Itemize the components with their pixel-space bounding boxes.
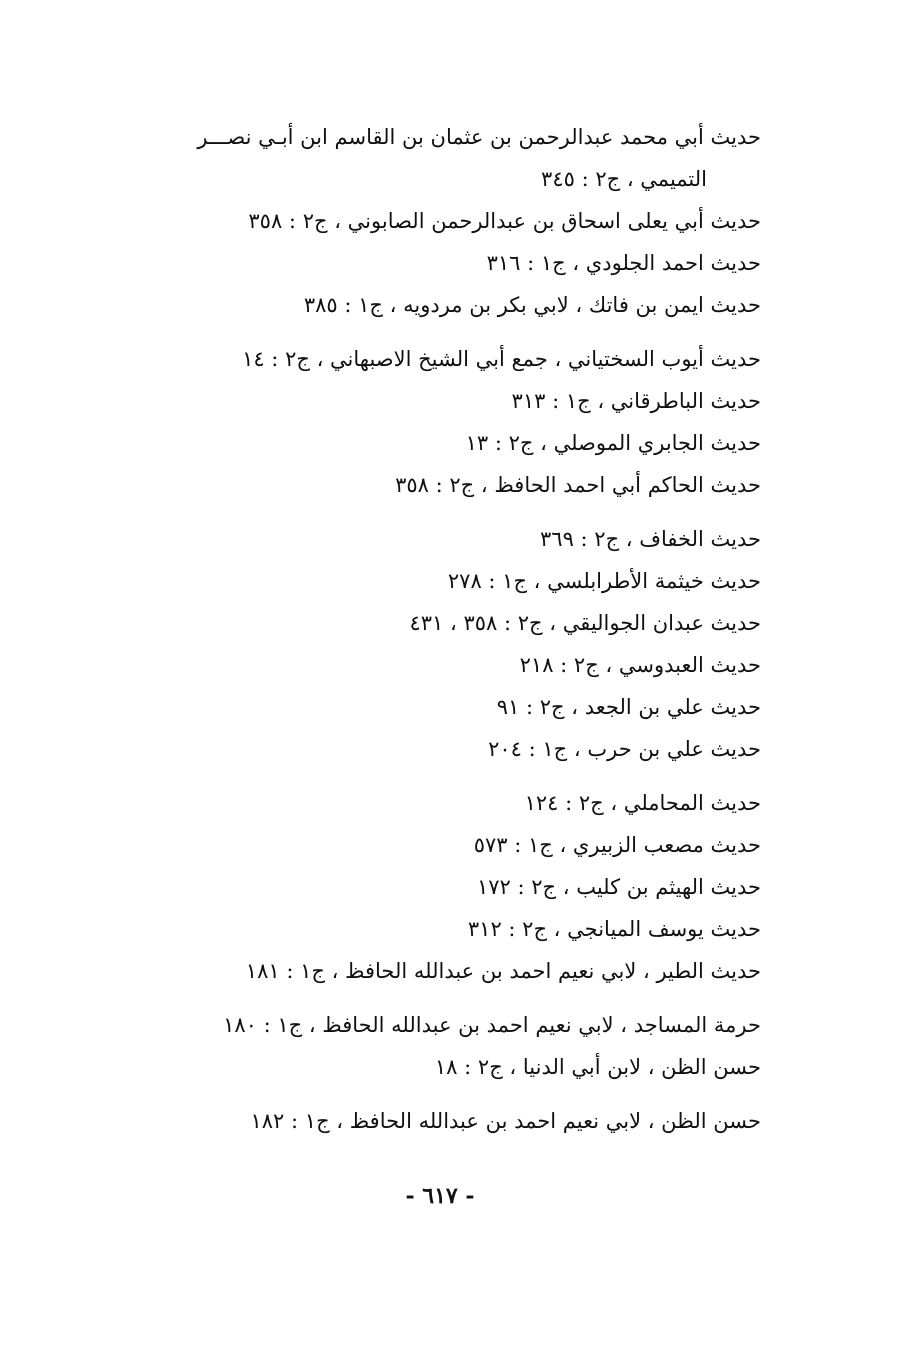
index-entry: حديث الهيثم بن كليب ، ج٢ : ١٧٢ <box>476 875 761 899</box>
index-entry-continuation: التميمي ، ج٢ : ٣٤٥ <box>541 167 707 191</box>
index-entry: حديث علي بن الجعد ، ج٢ : ٩١ <box>496 695 761 719</box>
index-entry: حسن الظن ، لابن أبي الدنيا ، ج٢ : ١٨ <box>434 1055 761 1079</box>
index-entry: حديث العبدوسي ، ج٢ : ٢١٨ <box>519 653 761 677</box>
index-entry: حديث الباطرقاني ، ج١ : ٣١٣ <box>511 389 761 413</box>
index-entry: حديث يوسف الميانجي ، ج٢ : ٣١٢ <box>467 917 761 941</box>
index-entry: حديث أبي محمد عبدالرحمن بن عثمان بن القاسم ابن أبـي نصـــر <box>197 125 761 149</box>
index-entry: حديث ايمن بن فاتك ، لابي بكر بن مردويه ، ج١ : ٣٨٥ <box>303 293 761 317</box>
index-entry: حديث الجابري الموصلي ، ج٢ : ١٣ <box>465 431 761 455</box>
index-entry: حديث الخفاف ، ج٢ : ٣٦٩ <box>540 527 761 551</box>
index-entry: حديث الطير ، لابي نعيم احمد بن عبدالله الحافظ ، ج١ : ١٨١ <box>245 959 761 983</box>
index-entry: حديث علي بن حرب ، ج١ : ٢٠٤ <box>488 737 761 761</box>
index-entry: حرمة المساجد ، لابي نعيم احمد بن عبدالله الحافظ ، ج١ : ١٨٠ <box>223 1013 761 1037</box>
index-entry: حديث الحاكم أبي احمد الحافظ ، ج٢ : ٣٥٨ <box>395 473 761 497</box>
index-entry: حديث المحاملي ، ج٢ : ١٢٤ <box>524 791 761 815</box>
page-number: - ٦١٧ - <box>405 1183 475 1209</box>
index-entry: حديث أبي يعلى اسحاق بن عبدالرحمن الصابوني ، ج٢ : ٣٥٨ <box>248 209 761 233</box>
index-entry: حديث خيثمة الأطرابلسي ، ج١ : ٢٧٨ <box>447 569 761 593</box>
index-entry: حديث احمد الجلودي ، ج١ : ٣١٦ <box>486 251 761 275</box>
index-entry: حديث مصعب الزبيري ، ج١ : ٥٧٣ <box>473 833 761 857</box>
index-entry: حسن الظن ، لابي نعيم احمد بن عبدالله الحافظ ، ج١ : ١٨٢ <box>250 1109 761 1133</box>
index-entries <box>121 116 761 1142</box>
index-entry: حديث أيوب السختياني ، جمع أبي الشيخ الاصبهاني ، ج٢ : ١٤ <box>242 347 761 371</box>
index-entry: حديث عبدان الجواليقي ، ج٢ : ٣٥٨ ، ٤٣١ <box>409 611 761 635</box>
